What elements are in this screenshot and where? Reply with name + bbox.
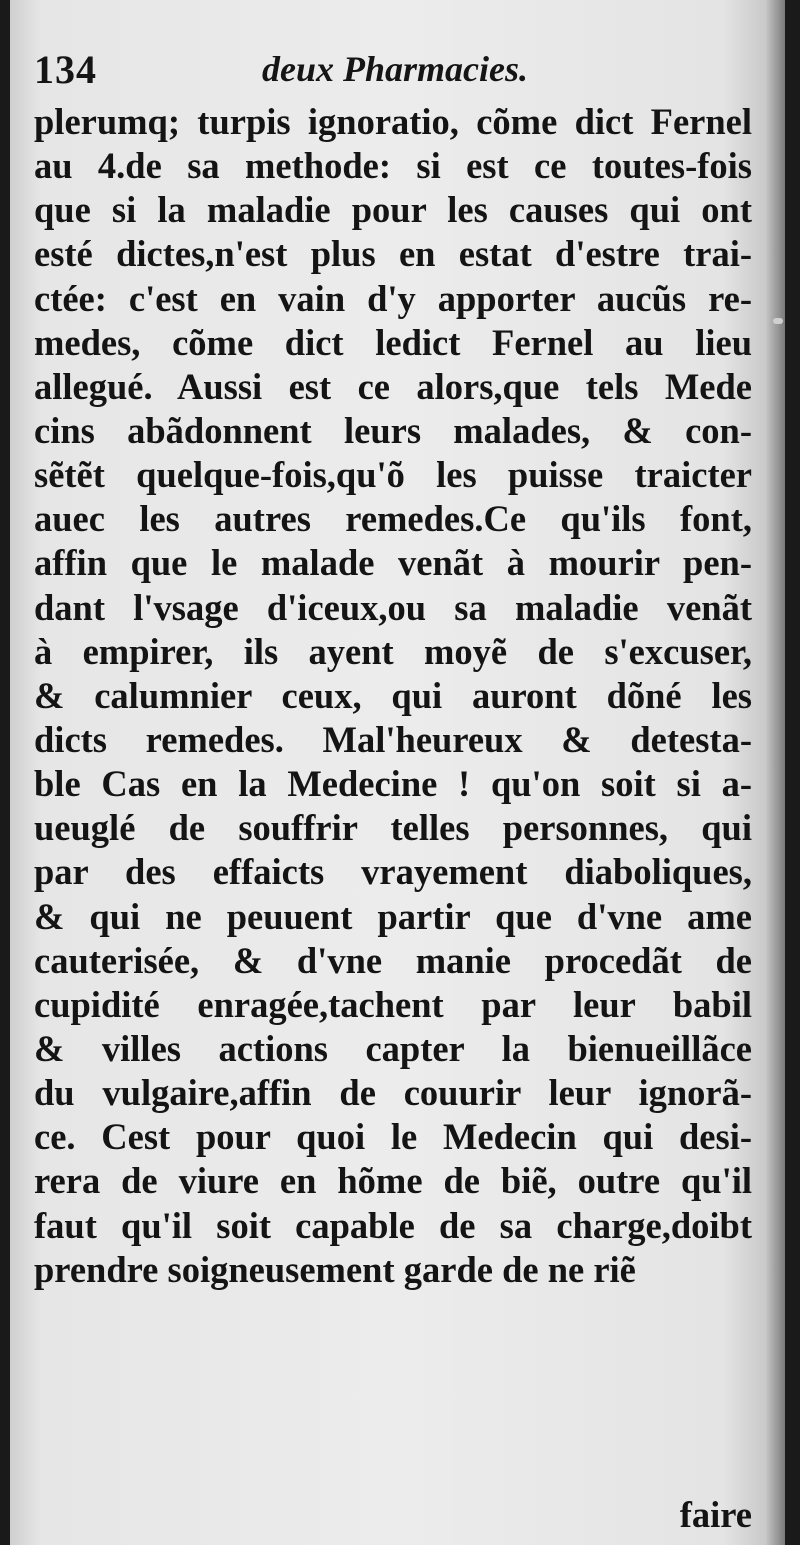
text-line: rera de viure en hõme de biẽ, outre qu'il [34,1160,752,1202]
text-line: sẽtẽt quelque-fois,qu'õ les puisse traicter [34,454,752,496]
text-line: cauterisée, & d'vne manie procedãt de [34,939,752,981]
text-line: ce. Cest pour quoi le Medecin qui desi- [34,1116,752,1158]
page-number: 134 [34,47,97,92]
running-head: deux Pharmacies. [262,49,528,89]
text-line: plerumq; turpis ignoratio, cõme dict Fernel [34,101,752,142]
paper-speck [773,318,783,324]
text-line: dicts remedes. Mal'heureux & detesta- [34,718,752,760]
text-line: medes, cõme dict ledict Fernel au lieu [34,321,752,363]
text-line: & qui ne peuuent partir que d'vne ame [34,895,752,937]
text-line: que si la maladie pour les causes qui ont [34,189,752,231]
text-line: au 4.de sa methode: si est ce toutes-fois [34,145,752,187]
text-line: à empirer, ils ayent moyẽ de s'excuser, [34,630,752,672]
text-line: esté dictes,n'est plus en estat d'estre trai- [34,233,752,275]
book-page [10,0,785,1545]
text-line: dant l'vsage d'iceux,ou sa maladie venãt [34,586,752,628]
page-header [30,40,750,90]
text-line: ueuglé de souffrir telles personnes, qui [34,807,752,849]
text-line: & villes actions capter la bienueillãce [34,1027,752,1069]
text-line: du vulgaire,affin de couurir leur ignorã- [34,1072,752,1114]
text-line: auec les autres remedes.Ce qu'ils font, [34,498,752,540]
text-line: affin que le malade venãt à mourir pen- [34,542,752,584]
text-line: ctée: c'est en vain d'y apporter aucũs re- [34,277,752,319]
catchword: faire [679,1494,752,1535]
text-line: allegué. Aussi est ce alors,que tels Mede [34,365,752,407]
body-text [34,100,752,1292]
page-edge-shadow [765,0,785,1545]
text-line: prendre soigneusement garde de ne riẽ [34,1248,636,1290]
text-line: faut qu'il soit capable de sa charge,doibt [34,1204,752,1246]
text-line: cins abãdonnent leurs malades, & con- [34,409,752,451]
catchword-row [34,1493,752,1537]
text-line: ble Cas en la Medecine ! qu'on soit si a- [34,763,752,805]
text-line: & calumnier ceux, qui auront dõné les [34,674,752,716]
text-line: par des effaicts vrayement diaboliques, [34,851,752,893]
text-line: cupidité enragée,tachent par leur babil [34,983,752,1025]
